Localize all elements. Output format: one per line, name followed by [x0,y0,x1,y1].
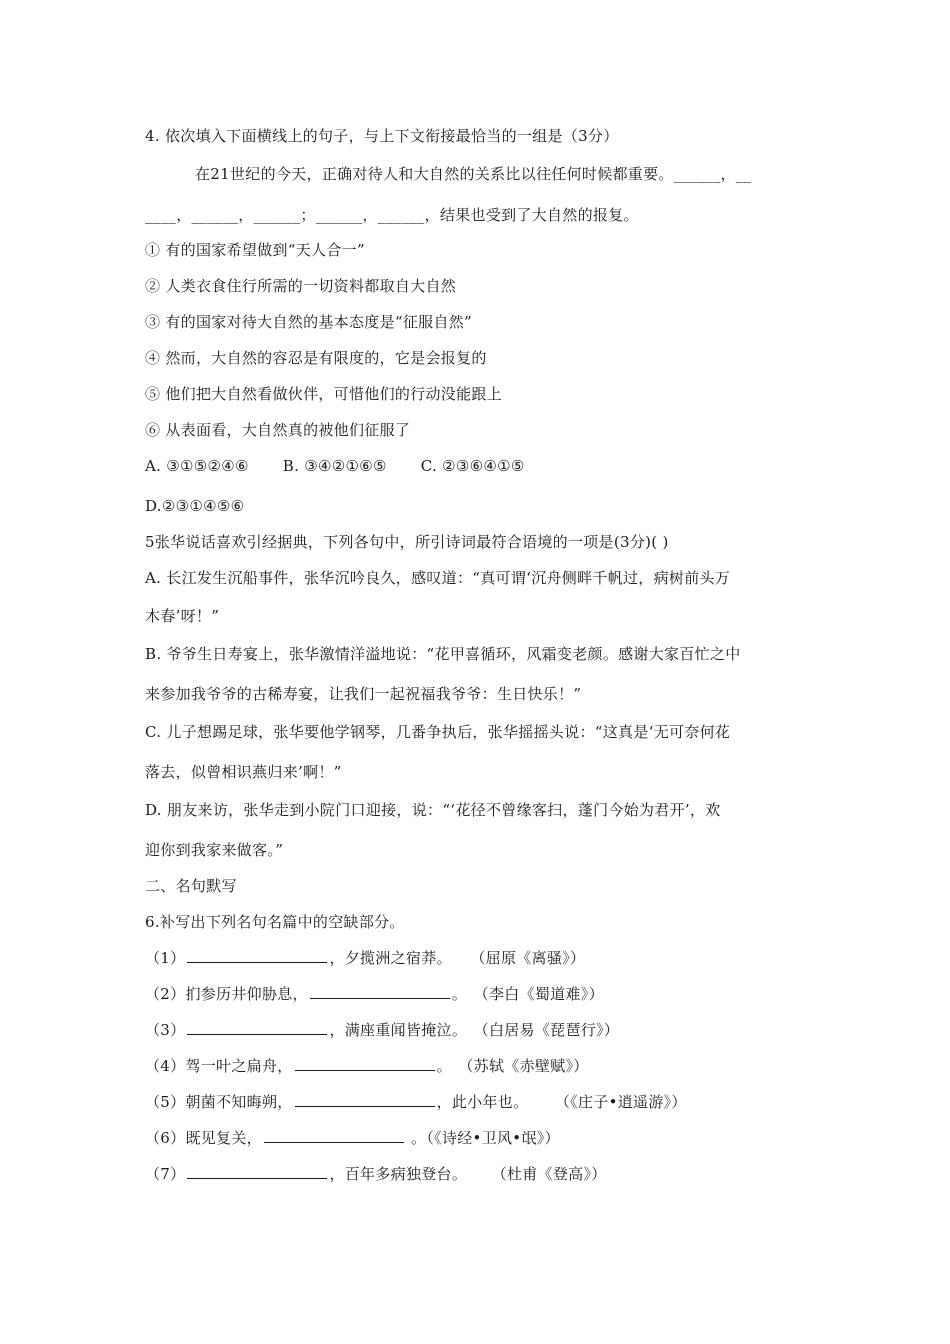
q5-title: 5张华说话喜欢引经据典，下列各句中，所引诗词最符合语境的一项是(3分)( ) [145,533,669,551]
answer-blank[interactable] [187,1164,327,1179]
q6-item-6 [145,1128,560,1148]
item-text: 。 [436,1057,452,1075]
q5-option-a-line-2: 木春’呀！” [145,607,220,625]
item-source: （屈原《离骚》） [477,949,586,967]
q4-option-b: B. ③④②①⑥⑤ [282,457,387,475]
item-text: ，百年多病独登台。 [329,1165,468,1183]
answer-blank[interactable] [264,1128,404,1143]
q6-item-3 [145,1020,619,1040]
q4-option-d: D.②③①④⑤⑥ [145,497,245,515]
q4-sentence-2: ② 人类衣食住行所需的一切资料都取自大自然 [145,277,457,295]
item-number: （2） [145,985,186,1003]
item-source: （杜甫《登高》） [499,1165,607,1183]
q6-item-4 [145,1056,589,1076]
q4-sentence-5: ⑤ 他们把大自然看做伙伴，可惜他们的行动没能跟上 [145,385,502,403]
answer-blank[interactable] [295,1092,435,1107]
item-number: （3） [145,1021,186,1039]
item-text: 驾一叶之扁舟， [185,1057,293,1075]
q4-sentence-4: ④ 然而，大自然的容忍是有限度的，它是会报复的 [145,349,487,367]
q4-paragraph-line-1: 在21世纪的今天，正确对待人和大自然的关系比以往任何时候都重要。______，__ [195,165,752,183]
item-text: ，满座重闻皆掩泣。 [329,1021,468,1039]
item-text: 。 [451,985,468,1003]
q6-item-7 [145,1164,607,1184]
q4-sentence-3: ③ 有的国家对待大自然的基本态度是“征服自然” [145,313,473,331]
item-source: （苏轼《赤壁赋》） [465,1057,589,1075]
q4-sentence-1: ① 有的国家希望做到“天人合一” [145,241,365,259]
q5-option-c-line-2: 落去，似曾相识燕归来’啊！” [145,763,342,781]
item-source: （《诗经•卫风•氓》） [426,1129,560,1147]
item-source: （李白《蜀道难》） [481,985,604,1003]
item-text: 。 [405,1129,427,1147]
answer-blank[interactable] [187,948,327,963]
q5-option-d-line-1: D. 朋友来访，张华走到小院门口迎接，说：“‘花径不曾缘客扫，蓬门今始为君开’，欢 [145,801,721,819]
q5-option-c-line-1: C. 儿子想踢足球，张华要他学钢琴，几番争执后，张华摇摇头说：“这真是‘无可奈何花 [145,723,731,741]
q4-options-row [145,456,525,476]
q6-item-1 [145,948,585,968]
q4-option-c: C. ②③⑥④①⑤ [420,457,525,475]
item-source: （《庄子•逍遥游》） [562,1093,687,1111]
item-number: （6） [145,1129,186,1147]
item-number: （1） [145,949,186,967]
section-2-heading: 二、名句默写 [145,877,237,895]
item-text: 既见复关， [185,1129,262,1147]
q4-sentence-6: ⑥ 从表面看，大自然真的被他们征服了 [145,421,411,439]
q6-title: 6.补写出下列名句名篇中的空缺部分。 [145,913,405,931]
item-source: （白居易《琵琶行》） [481,1021,620,1039]
item-number: （7） [145,1165,186,1183]
q4-paragraph-line-2: ____，______，______；______，______，结果也受到了大自然的报复。 [145,206,639,224]
q6-item-2 [145,984,604,1004]
q4-option-a: A. ③①⑤②④⑥ [145,457,249,475]
item-number: （5） [145,1093,186,1111]
answer-blank[interactable] [310,984,450,999]
answer-blank[interactable] [187,1020,327,1035]
item-number: （4） [145,1057,186,1075]
item-text: 朝菌不知晦朔， [185,1093,293,1111]
q6-item-5 [145,1092,687,1112]
answer-blank[interactable] [295,1056,435,1071]
q5-option-b-line-2: 来参加我爷爷的古稀寿宴，让我们一起祝福我爷爷：生日快乐！” [145,685,582,703]
q5-option-b-line-1: B. 爷爷生日寿宴上，张华激情洋溢地说：“花甲喜循环，风霜变老颜。感谢大家百忙之中 [145,645,741,663]
item-text: 扪参历井仰胁息， [185,985,308,1003]
q5-option-a-line-1: A. 长江发生沉船事件，张华沉吟良久，感叹道：“真可谓‘沉舟侧畔千帆过，病树前头万 [145,569,731,587]
item-text: ，此小年也。 [436,1093,529,1111]
q4-title: 4. 依次填入下面横线上的句子，与上下文衔接最恰当的一组是（3分） [145,127,619,145]
q5-option-d-line-2: 迎你到我家来做客。” [145,841,284,859]
item-text: ，夕揽洲之宿莽。 [329,949,452,967]
